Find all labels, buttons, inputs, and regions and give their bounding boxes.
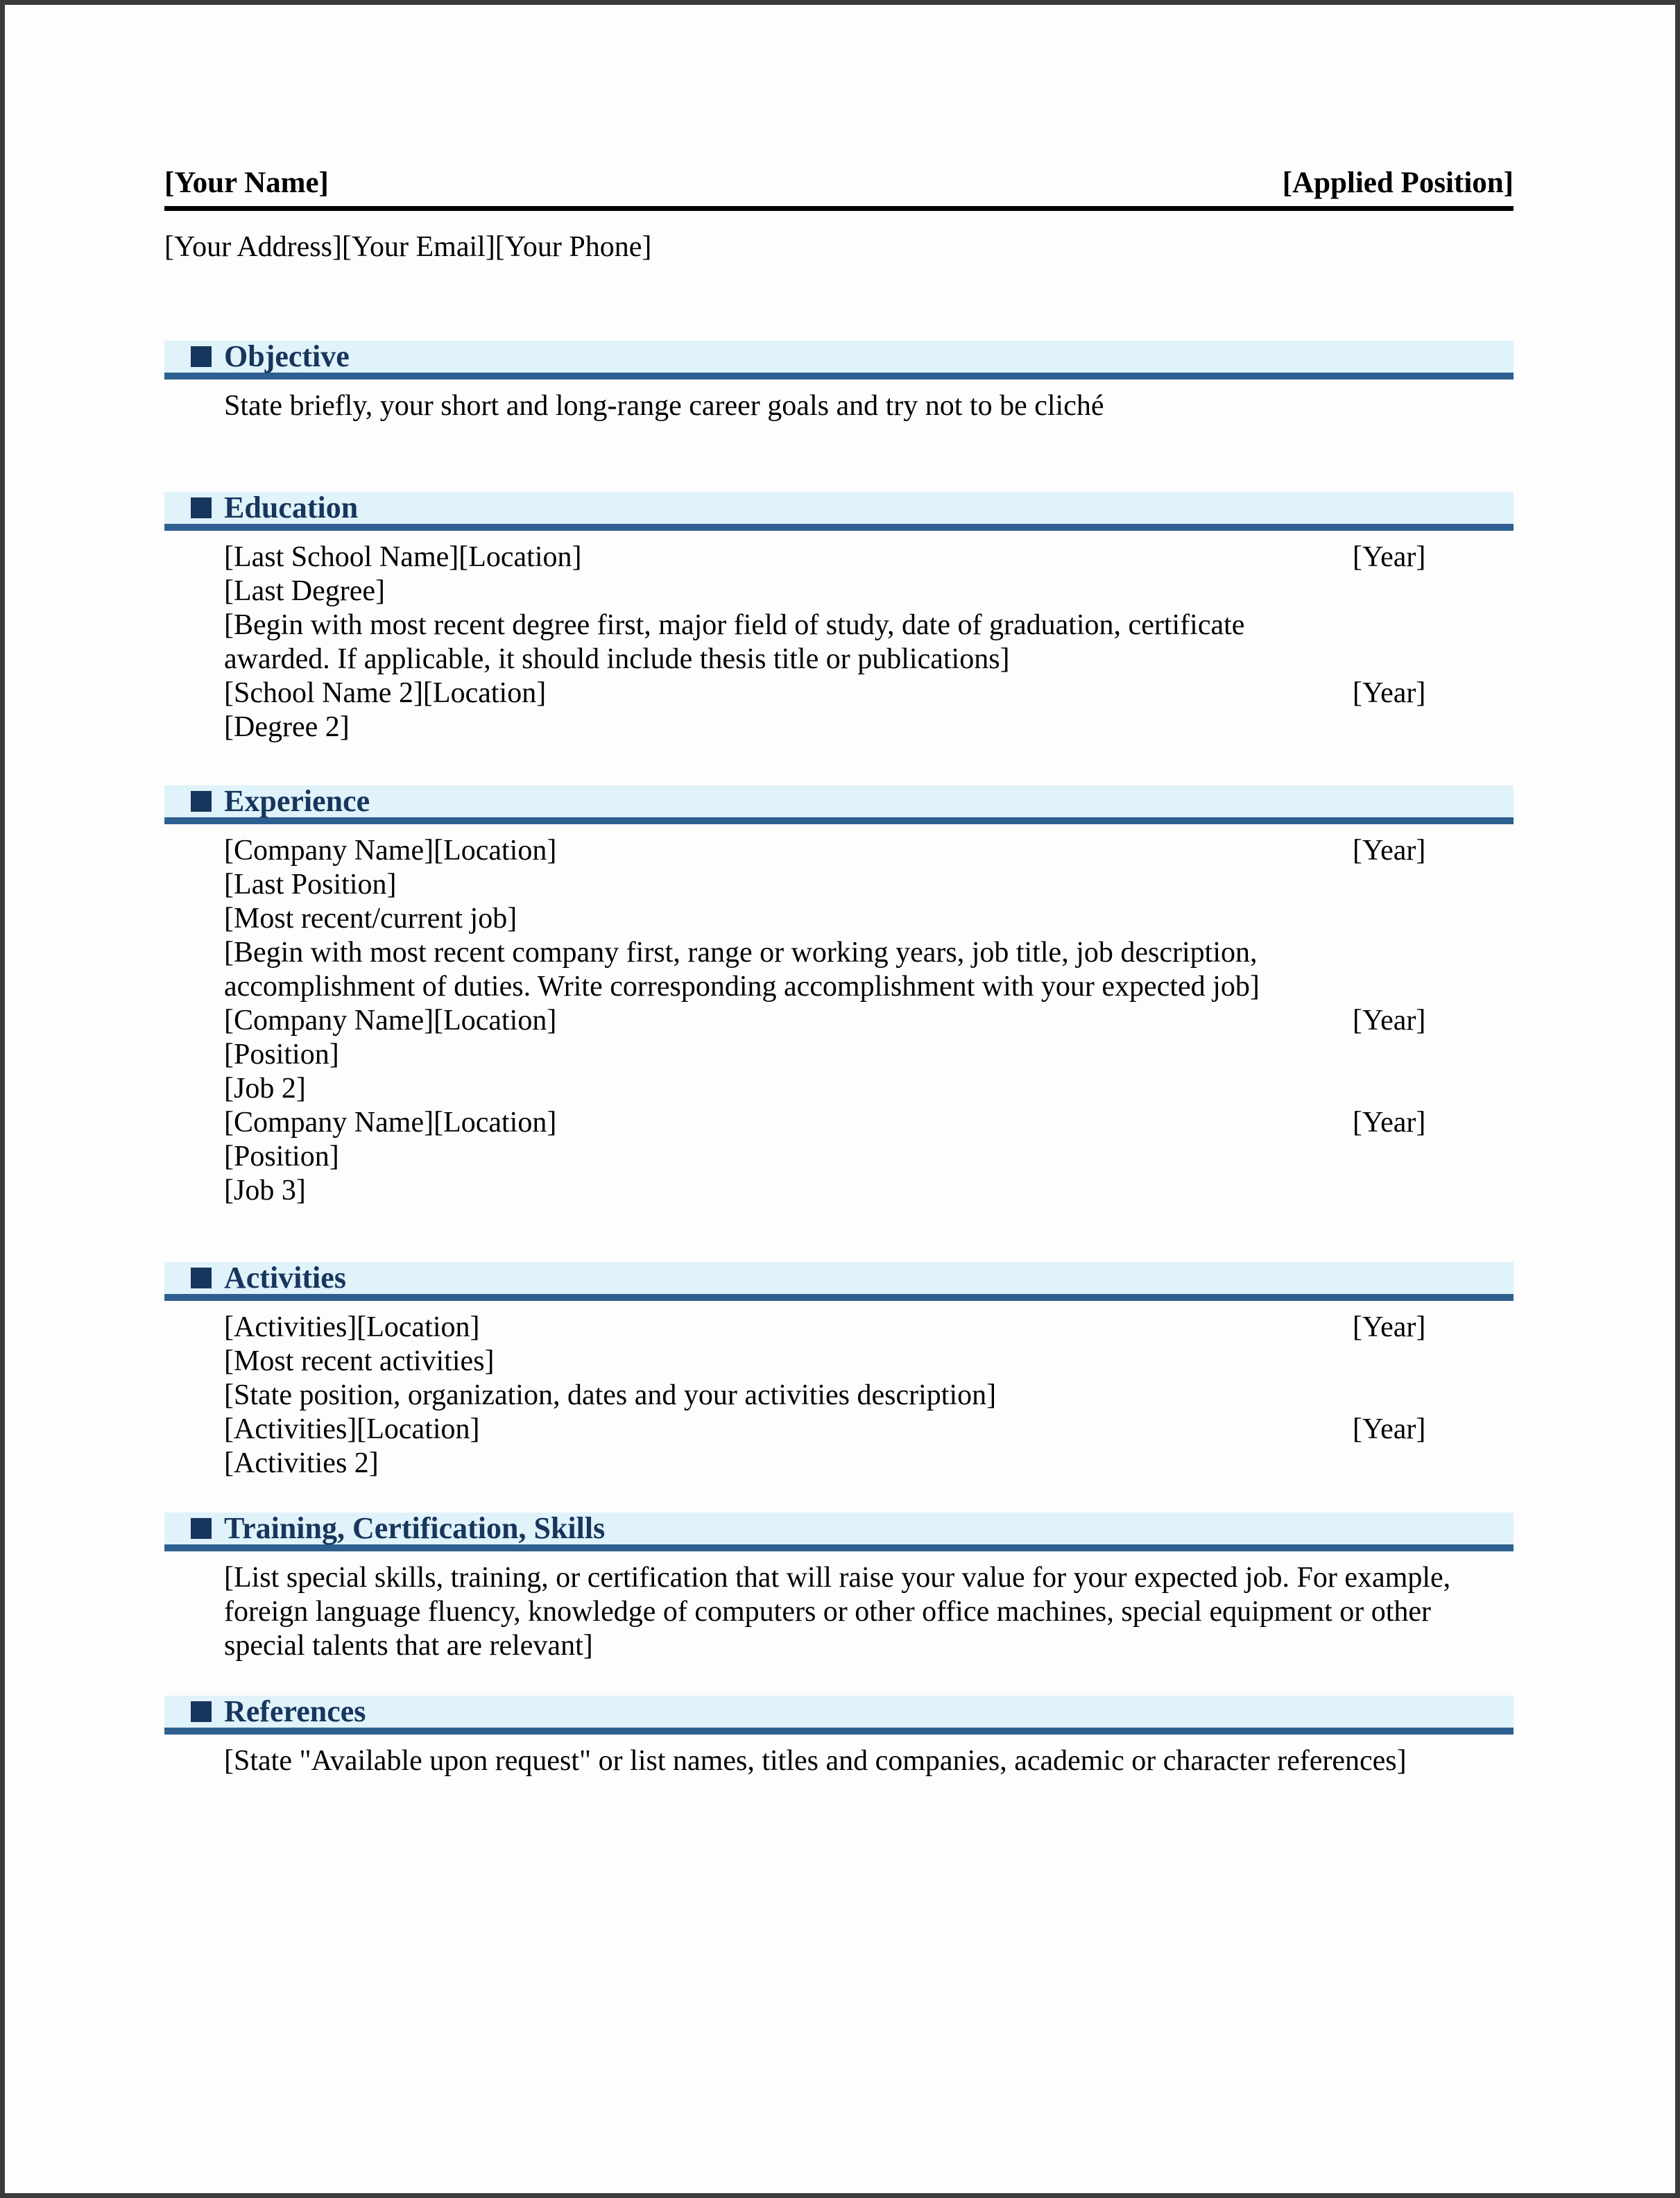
section-experience — [164, 785, 1514, 1208]
line-text: awarded. If applicable, it should include thesis title or publications] — [224, 643, 1010, 675]
text-line — [224, 574, 1514, 608]
section-education — [164, 492, 1514, 744]
section-training-certification-skills — [164, 1513, 1514, 1663]
square-bullet-icon — [191, 791, 212, 812]
text-line — [224, 834, 1514, 868]
line-text: [Company Name][Location] — [224, 1107, 557, 1139]
line-text: [Begin with most recent degree first, major field of study, date of graduation, certificate — [224, 609, 1245, 641]
line-text: [List special skills, training, or certification that will raise your value for your expected job. For example, — [224, 1562, 1451, 1594]
line-text: [State position, organization, dates and your activities description] — [224, 1379, 997, 1411]
your-name: [Your Name] — [164, 167, 329, 199]
year-value: [Year] — [1353, 1413, 1426, 1445]
section-header-bar — [164, 1262, 1514, 1301]
section-title: Training, Certification, Skills — [224, 1511, 606, 1545]
line-text: special talents that are relevant] — [224, 1630, 593, 1662]
section-header-bar — [164, 341, 1514, 380]
text-line — [224, 1174, 1514, 1208]
line-text: [Begin with most recent company first, range or working years, job title, job description, — [224, 937, 1258, 969]
text-line — [224, 1311, 1514, 1345]
line-text: [Most recent activities] — [224, 1345, 495, 1377]
section-objective — [164, 341, 1514, 423]
text-line — [224, 1004, 1514, 1038]
line-text: [Position] — [224, 1141, 339, 1173]
line-text: [Last Degree] — [224, 575, 386, 607]
line-text: [Company Name][Location] — [224, 835, 557, 867]
section-title: References — [224, 1694, 366, 1728]
square-bullet-icon — [191, 1268, 212, 1288]
line-text: [Activities][Location] — [224, 1311, 480, 1343]
text-line — [224, 1038, 1514, 1072]
line-text: [Job 3] — [224, 1175, 306, 1207]
section-title: Experience — [224, 784, 370, 818]
year-value: [Year] — [1353, 1005, 1426, 1037]
line-text: [Job 2] — [224, 1073, 306, 1105]
section-body — [164, 1301, 1514, 1481]
square-bullet-icon — [191, 497, 212, 518]
line-text: [Company Name][Location] — [224, 1005, 557, 1037]
line-text: [Activities][Location] — [224, 1413, 480, 1445]
section-title: Activities — [224, 1261, 346, 1295]
text-line — [224, 1072, 1514, 1106]
line-text: [State "Available upon request" or list names, titles and companies, academic or character references] — [224, 1745, 1407, 1777]
text-line — [224, 936, 1514, 970]
text-line — [224, 710, 1514, 744]
contact-line: [Your Address][Your Email][Your Phone] — [164, 231, 652, 263]
text-line — [224, 1379, 1514, 1413]
text-line — [224, 970, 1514, 1004]
section-references — [164, 1696, 1514, 1778]
text-line — [224, 1345, 1514, 1379]
section-activities — [164, 1262, 1514, 1481]
section-header-bar — [164, 492, 1514, 531]
section-header-bar — [164, 1696, 1514, 1735]
applied-position: [Applied Position] — [1282, 167, 1514, 199]
section-header-bar — [164, 785, 1514, 824]
line-text: [Last School Name][Location] — [224, 541, 582, 573]
line-text: [Degree 2] — [224, 711, 350, 743]
section-body — [164, 824, 1514, 1208]
text-line — [224, 389, 1514, 423]
year-value: [Year] — [1353, 541, 1426, 573]
text-line — [224, 902, 1514, 936]
line-text: [School Name 2][Location] — [224, 677, 547, 709]
text-line — [224, 868, 1514, 902]
section-header-bar — [164, 1513, 1514, 1551]
section-title: Objective — [224, 339, 350, 373]
year-value: [Year] — [1353, 835, 1426, 867]
line-text: State briefly, your short and long-range career goals and try not to be cliché — [224, 390, 1104, 422]
year-value: [Year] — [1353, 1107, 1426, 1139]
line-text: foreign language fluency, knowledge of computers or other office machines, special equipment or other — [224, 1596, 1432, 1628]
year-value: [Year] — [1353, 677, 1426, 709]
section-title: Education — [224, 491, 359, 525]
square-bullet-icon — [191, 1701, 212, 1722]
line-text: [Last Position] — [224, 869, 397, 901]
text-line — [224, 1140, 1514, 1174]
text-line — [224, 540, 1514, 574]
line-text: [Position] — [224, 1039, 339, 1071]
text-line — [224, 1447, 1514, 1481]
square-bullet-icon — [191, 346, 212, 367]
line-text: [Most recent/current job] — [224, 903, 517, 935]
text-line — [224, 1629, 1514, 1663]
text-line — [224, 642, 1514, 676]
line-text: accomplishment of duties. Write corresponding accomplishment with your expected job] — [224, 971, 1260, 1003]
text-line — [224, 1106, 1514, 1140]
resume-header — [164, 166, 1514, 211]
text-line — [224, 1595, 1514, 1629]
section-body — [164, 531, 1514, 744]
text-line — [224, 1561, 1514, 1595]
section-body — [164, 1735, 1514, 1778]
text-line — [224, 1413, 1514, 1447]
text-line — [224, 1744, 1514, 1778]
line-text: [Activities 2] — [224, 1447, 379, 1479]
text-line — [224, 676, 1514, 710]
year-value: [Year] — [1353, 1311, 1426, 1343]
text-line — [224, 608, 1514, 642]
section-body — [164, 380, 1514, 423]
section-body — [164, 1551, 1514, 1663]
square-bullet-icon — [191, 1518, 212, 1539]
